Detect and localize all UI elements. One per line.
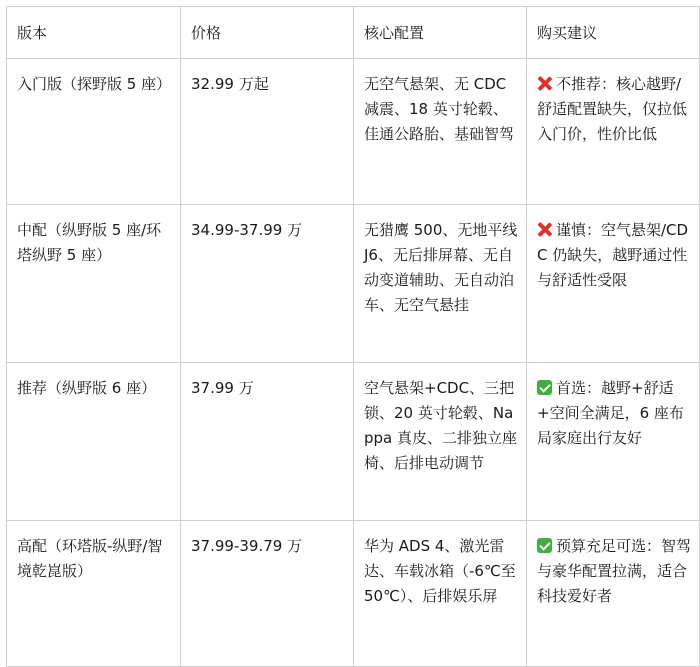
- cell-advice: [527, 205, 700, 363]
- check-mark-icon: [537, 380, 552, 395]
- cell-version: 入门版（探野版 5 座）: [7, 59, 181, 205]
- cell-advice: [527, 363, 700, 521]
- table-row: [7, 59, 700, 205]
- table-row: [7, 363, 700, 521]
- cell-price: 34.99-37.99 万: [181, 205, 354, 363]
- header-config: 核心配置: [354, 7, 527, 59]
- table-row: [7, 205, 700, 363]
- cell-config: 无猎鹰 500、无地平线 J6、无后排屏幕、无自动变道辅助、无自动泊车、无空气悬挂: [354, 205, 527, 363]
- cell-version: 推荐（纵野版 6 座）: [7, 363, 181, 521]
- cell-version: 中配（纵野版 5 座/环塔纵野 5 座）: [7, 205, 181, 363]
- table-row: [7, 521, 700, 667]
- header-advice: 购买建议: [527, 7, 700, 59]
- comparison-table-wrapper: [6, 6, 700, 667]
- table-header-row: [7, 7, 700, 59]
- header-price: 价格: [181, 7, 354, 59]
- cell-version: 高配（环塔版-纵野/智境乾崑版）: [7, 521, 181, 667]
- advice-text: 谨慎：空气悬架/CDC 仍缺失，越野通过性与舒适性受限: [537, 221, 689, 289]
- advice-text: 不推荐：核心越野/舒适配置缺失，仅拉低入门价，性价比低: [537, 75, 688, 143]
- header-version: 版本: [7, 7, 181, 59]
- cell-price: 32.99 万起: [181, 59, 354, 205]
- cell-config: 无空气悬架、无 CDC 减震、18 英寸轮毂、佳通公路胎、基础智驾: [354, 59, 527, 205]
- cell-advice: [527, 521, 700, 667]
- advice-text: 首选：越野+舒适+空间全满足，6 座布局家庭出行友好: [537, 379, 684, 447]
- check-mark-icon: [537, 538, 552, 553]
- cross-mark-icon: [537, 222, 552, 237]
- cell-price: 37.99 万: [181, 363, 354, 521]
- trim-comparison-table: [6, 6, 700, 667]
- cell-price: 37.99-39.79 万: [181, 521, 354, 667]
- cell-config: 空气悬架+CDC、三把锁、20 英寸轮毂、Nappa 真皮、二排独立座椅、后排电动调节: [354, 363, 527, 521]
- cross-mark-icon: [537, 76, 552, 91]
- cell-advice: [527, 59, 700, 205]
- cell-config: 华为 ADS 4、激光雷达、车载冰箱（-6℃至 50℃）、后排娱乐屏: [354, 521, 527, 667]
- advice-text: 预算充足可选：智驾与豪华配置拉满，适合科技爱好者: [537, 537, 692, 605]
